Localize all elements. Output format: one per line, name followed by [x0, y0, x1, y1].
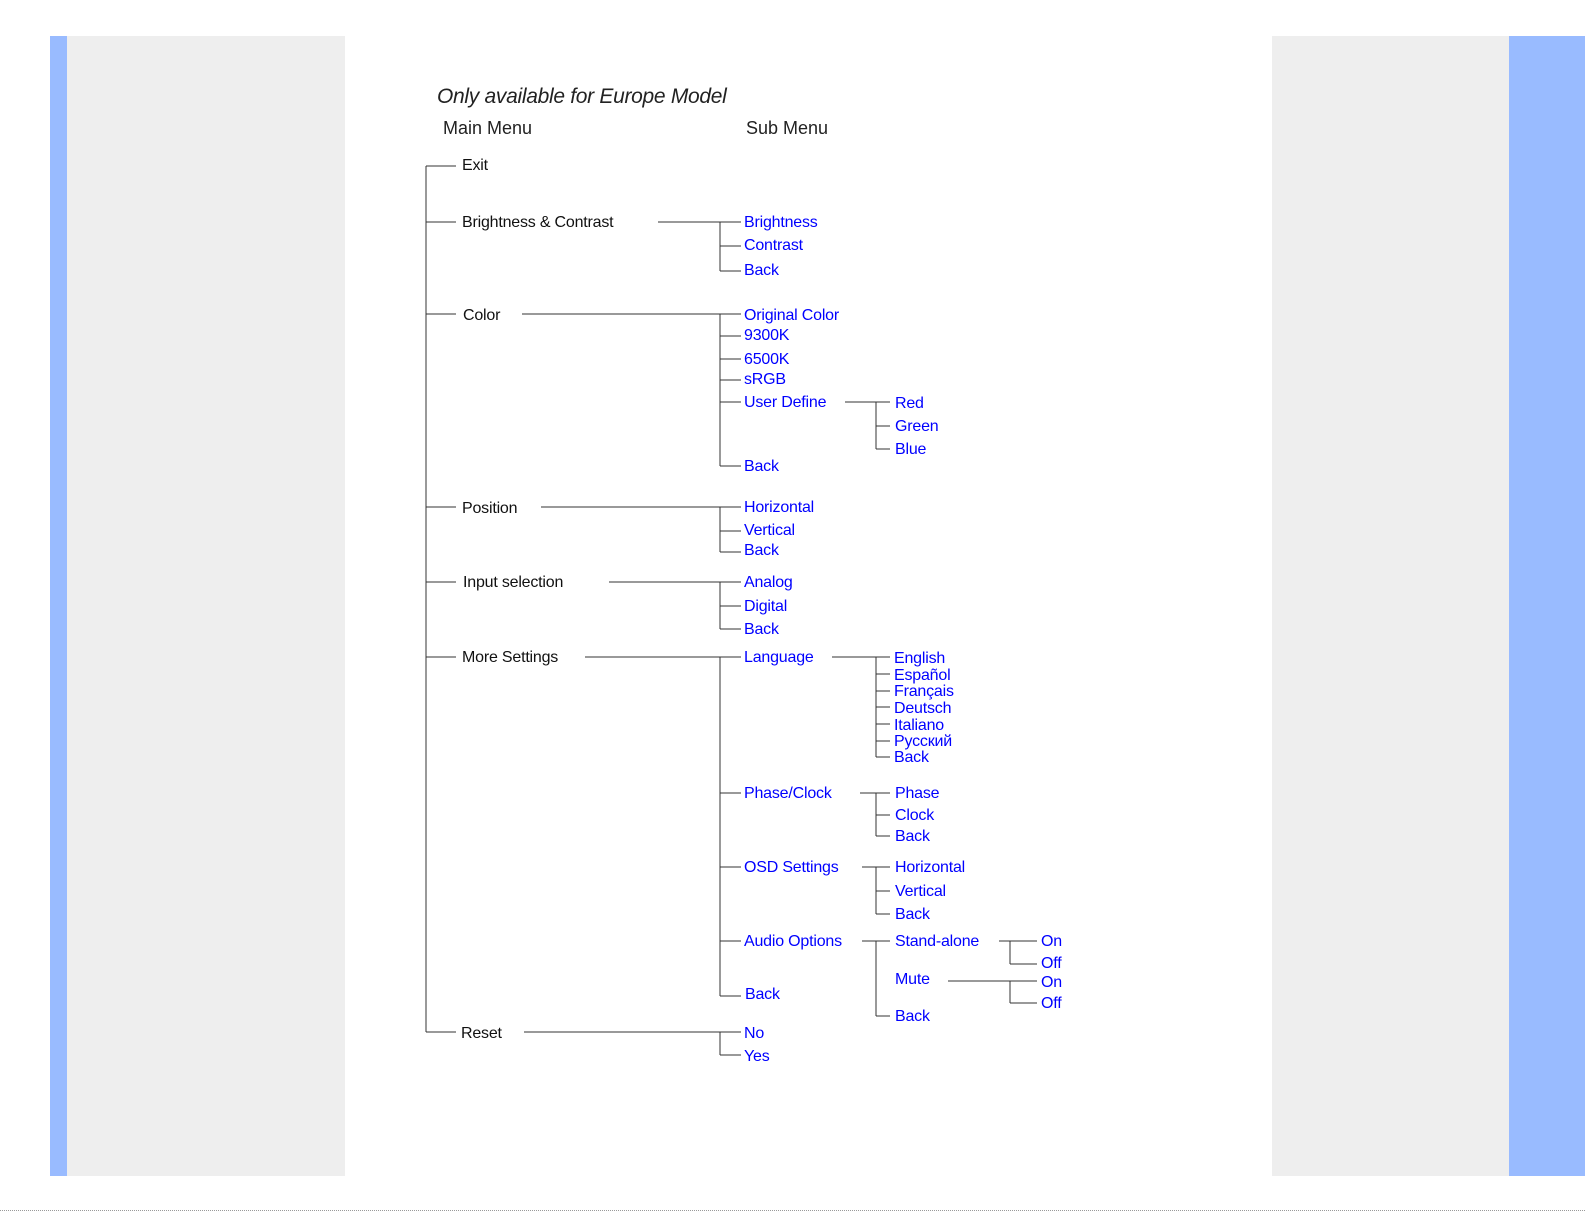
- sub-menu-header: Sub Menu: [746, 118, 829, 138]
- main-item-position: Position: [462, 500, 518, 517]
- sub-item-brightness: Brightness: [744, 214, 818, 231]
- sub-item-contrast: Contrast: [744, 237, 803, 254]
- main-menu-header: Main Menu: [443, 118, 533, 138]
- sub-item-back: Back: [895, 906, 930, 923]
- sub-item-russian: Русский: [894, 733, 952, 750]
- sub-item-english: English: [894, 650, 946, 667]
- main-item-brightness-contrast: Brightness & Contrast: [462, 214, 614, 231]
- sub-item-francais: Français: [894, 683, 954, 700]
- sub-item-analog: Analog: [744, 574, 793, 591]
- sub-item-deutsch: Deutsch: [894, 700, 952, 717]
- sub-item-back: Back: [744, 458, 779, 475]
- sub-item-red: Red: [895, 395, 924, 412]
- sub-item-9300k: 9300K: [744, 327, 790, 344]
- sub-item-italiano: Italiano: [894, 717, 944, 734]
- page-title: Only available for Europe Model: [437, 85, 727, 108]
- sub-item-blue: Blue: [895, 441, 927, 458]
- sub-item-on: On: [1041, 974, 1062, 991]
- sub-item-mute: Mute: [895, 971, 930, 988]
- main-item-more-settings: More Settings: [462, 649, 559, 666]
- sub-item-back: Back: [895, 828, 930, 845]
- sub-item-osd-settings: OSD Settings: [744, 859, 839, 876]
- sub-item-on: On: [1041, 933, 1062, 950]
- sub-item-audio-options: Audio Options: [744, 933, 842, 950]
- main-item-reset: Reset: [461, 1025, 502, 1042]
- sub-item-off: Off: [1041, 995, 1062, 1012]
- sub-item-srgb: sRGB: [744, 371, 786, 388]
- sub-item-phase-clock: Phase/Clock: [744, 785, 832, 802]
- sub-item-horizontal: Horizontal: [744, 499, 815, 516]
- main-item-input-selection: Input selection: [463, 574, 564, 591]
- sub-item-back: Back: [744, 621, 779, 638]
- main-item-exit: Exit: [462, 157, 488, 174]
- sub-item-back: Back: [745, 986, 780, 1003]
- sub-item-back: Back: [744, 262, 779, 279]
- sub-item-back: Back: [744, 542, 779, 559]
- sub-item-stand-alone: Stand-alone: [895, 933, 980, 950]
- main-item-color: Color: [463, 307, 501, 324]
- sub-item-vertical: Vertical: [895, 883, 946, 900]
- sub-item-user-define: User Define: [744, 394, 827, 411]
- sub-item-original-color: Original Color: [744, 307, 840, 324]
- sub-item-vertical: Vertical: [744, 522, 795, 539]
- sub-item-back: Back: [895, 1008, 930, 1025]
- sub-item-back: Back: [894, 749, 929, 766]
- sub-item-clock: Clock: [895, 807, 935, 824]
- sub-item-no: No: [744, 1025, 765, 1042]
- sub-item-language: Language: [744, 649, 814, 666]
- sub-item-off: Off: [1041, 955, 1062, 972]
- sub-item-phase: Phase: [895, 785, 940, 802]
- sub-item-green: Green: [895, 418, 939, 435]
- sub-item-yes: Yes: [744, 1048, 770, 1065]
- sub-item-espanol: Español: [894, 667, 951, 684]
- sub-item-6500k: 6500K: [744, 351, 790, 368]
- sub-item-horizontal: Horizontal: [895, 859, 966, 876]
- sub-item-digital: Digital: [744, 598, 788, 615]
